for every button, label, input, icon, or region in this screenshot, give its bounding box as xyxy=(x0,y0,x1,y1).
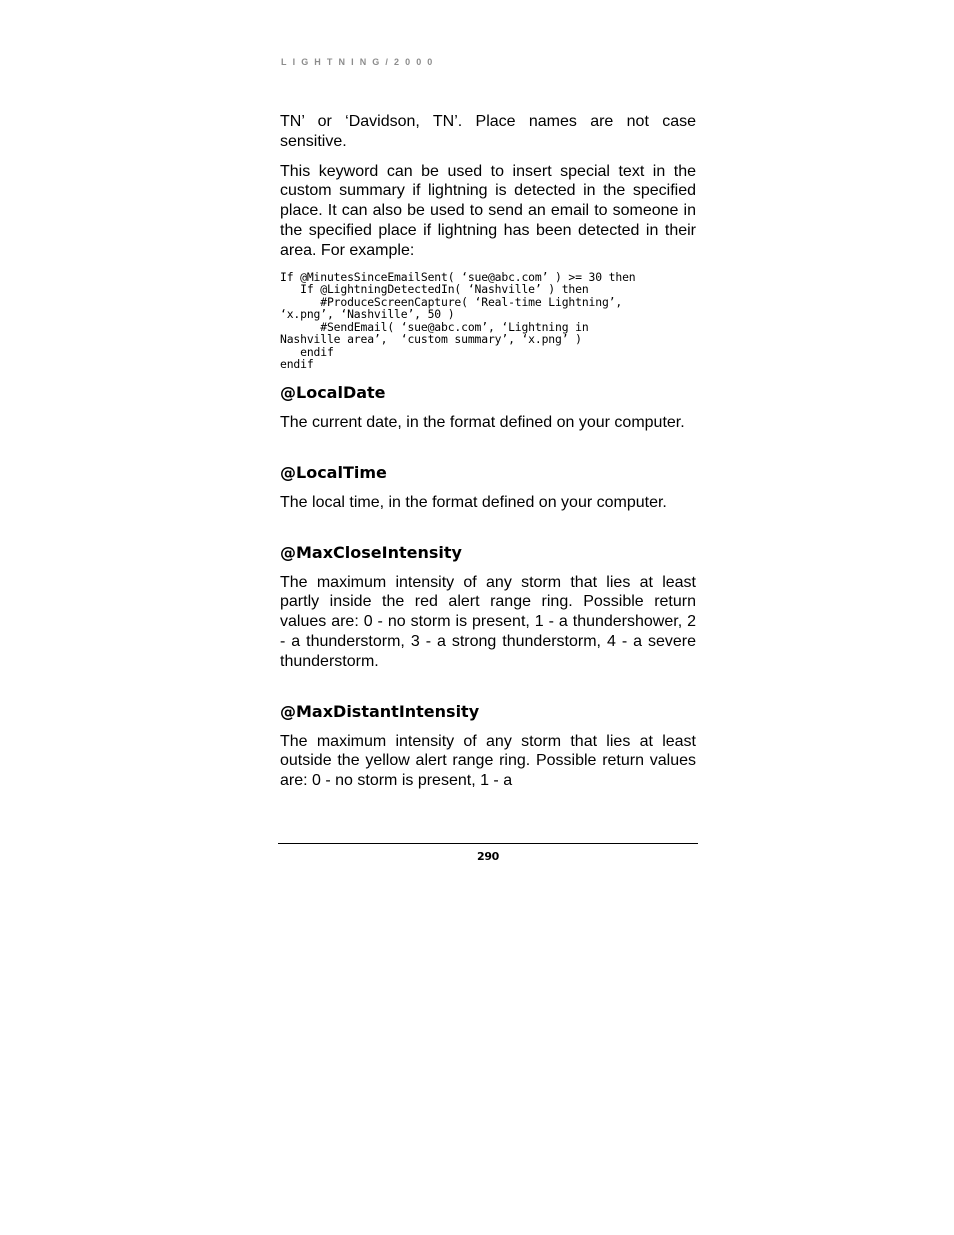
section-heading-local-time: @LocalTime xyxy=(280,462,387,482)
intro-continuation: TN’ or ‘Davidson, TN’. Place names are not case sensitive. xyxy=(280,113,696,150)
section-heading-max-close-intensity: @MaxCloseIntensity xyxy=(280,542,462,562)
section-heading-local-date: @LocalDate xyxy=(280,382,386,402)
running-header: LIGHTNING/2000 xyxy=(281,57,439,67)
section-text-local-date: The current date, in the format defined on your computer. xyxy=(280,413,685,431)
page-number: 290 xyxy=(476,850,500,863)
code-example: If @MinutesSinceEmailSent( ‘sue@abc.com’ ) >= 30 then If @LightningDetectedIn( ‘Nashville’ ) then #ProduceScreenCapture( ‘Real-time Lightning’, ‘x.png’, ‘Nashville’, 50 ) #SendEmail( ‘sue@abc.com’, ‘Lightning in Nashville area’, ‘custom summary’, ‘x.png’ ) endif endif xyxy=(280,269,636,372)
footer-divider xyxy=(278,843,698,844)
section-heading-max-distant-intensity: @MaxDistantIntensity xyxy=(280,701,480,721)
section-text-local-time: The local time, in the format defined on your computer. xyxy=(280,493,667,511)
section-text-max-distant-intensity: The maximum intensity of any storm that lies at least outside the yellow alert range ring. Possible return values are: 0 - no storm is present, 1 - a xyxy=(280,732,696,790)
section-text-max-close-intensity: The maximum intensity of any storm that lies at least partly inside the red alert range ring. Possible return values are: 0 - no storm is present, 1 - a thundershower, 2 - a thunderstorm, 3 - a strong thunderstorm, 4 - a severe thunderstorm. xyxy=(280,573,696,670)
keyword-description: This keyword can be used to insert special text in the custom summary if lightning is detected in the specified place. It can also be used to send an email to someone in the specified place if lightning has been detected in their area. For example: xyxy=(280,162,696,259)
page-body xyxy=(280,112,696,801)
